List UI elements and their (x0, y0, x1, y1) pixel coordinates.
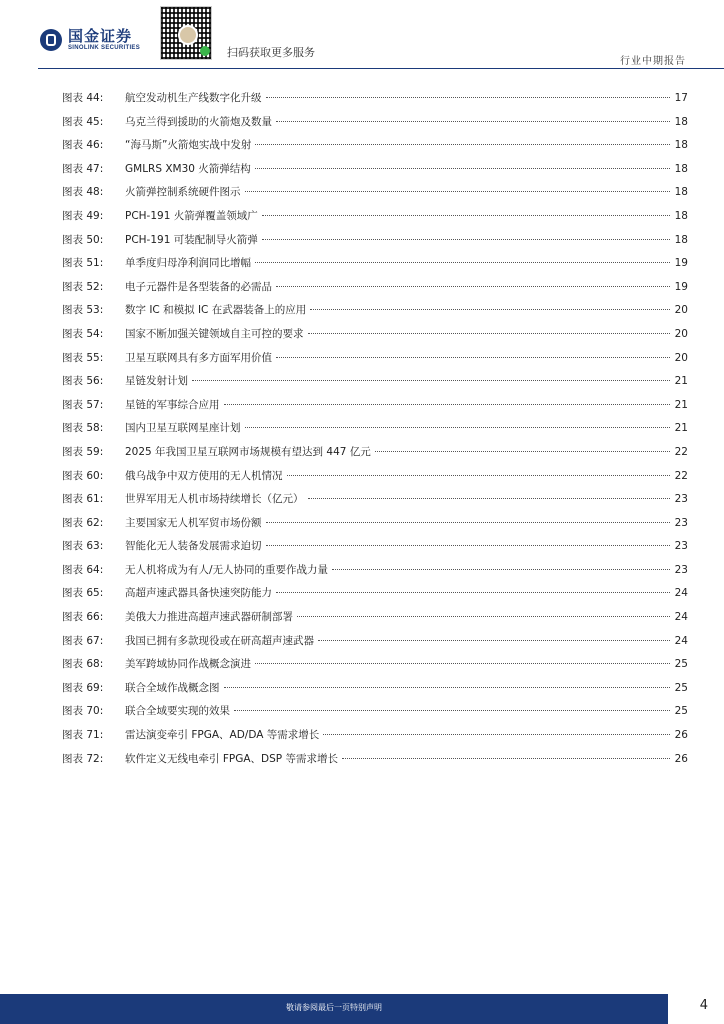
logo-name-cn: 国金证券 (68, 27, 133, 45)
toc-entry-page: 18 (674, 209, 688, 222)
toc-entry-page: 22 (674, 469, 688, 482)
toc-entry-label: 图表 66: (62, 611, 104, 624)
toc-entry[interactable] (62, 609, 688, 633)
toc-entry[interactable] (62, 751, 688, 775)
toc-leader-dots (255, 144, 670, 145)
toc-entry-page: 20 (674, 304, 688, 317)
toc-entry[interactable] (62, 491, 688, 515)
toc-entry[interactable] (62, 633, 688, 657)
toc-leader-dots (192, 380, 670, 381)
toc-entry-page: 26 (674, 752, 688, 765)
logo-name-en: SINOLINK SECURITIES (68, 45, 141, 51)
toc-leader-dots (266, 522, 671, 523)
toc-entry-label: 图表 45: (62, 115, 104, 128)
toc-entry-title: 主要国家无人机军贸市场份额 (125, 516, 262, 529)
toc-entry-page: 20 (674, 327, 688, 340)
toc-leader-dots (266, 545, 671, 546)
toc-entry-label: 图表 46: (62, 139, 104, 152)
toc-entry[interactable] (62, 538, 688, 562)
toc-entry-title: 乌克兰得到援助的火箭炮及数量 (125, 115, 272, 128)
toc-entry-label: 图表 55: (62, 351, 104, 364)
toc-entry-page: 18 (674, 139, 688, 152)
toc-entry-label: 图表 71: (62, 729, 104, 742)
toc-entry-title: GMLRS XM30 火箭弹结构 (125, 162, 251, 175)
toc-leader-dots (276, 121, 670, 122)
toc-entry-page: 24 (674, 634, 688, 647)
toc-entry[interactable] (62, 515, 688, 539)
toc-entry[interactable] (62, 114, 688, 138)
toc-entry-title: “海马斯”火箭炮实战中发射 (125, 139, 252, 152)
toc-leader-dots (308, 333, 671, 334)
toc-entry-title: 卫星互联网具有多方面军用价值 (125, 351, 272, 364)
toc-leader-dots (276, 592, 670, 593)
toc-entry-title: 软件定义无线电牵引 FPGA、DSP 等需求增长 (125, 752, 338, 765)
toc-entry[interactable] (62, 184, 688, 208)
wechat-icon (200, 46, 210, 56)
header-divider (38, 68, 724, 69)
toc-entry-page: 22 (674, 445, 688, 458)
toc-entry-page: 25 (674, 681, 688, 694)
toc-entry-label: 图表 62: (62, 516, 104, 529)
toc-leader-dots (245, 427, 671, 428)
toc-entry-page: 24 (674, 611, 688, 624)
toc-entry-title: 电子元器件是各型装备的必需品 (125, 280, 272, 293)
toc-entry-label: 图表 60: (62, 469, 104, 482)
toc-entry-page: 18 (674, 162, 688, 175)
toc-entry-title: 智能化无人装备发展需求迫切 (125, 540, 262, 553)
toc-entry[interactable] (62, 373, 688, 397)
toc-entry[interactable] (62, 232, 688, 256)
toc-entry[interactable] (62, 255, 688, 279)
toc-entry-label: 图表 72: (62, 752, 104, 765)
toc-entry-page: 23 (674, 540, 688, 553)
toc-entry-page: 26 (674, 729, 688, 742)
toc-entry-label: 图表 59: (62, 445, 104, 458)
toc-leader-dots (318, 640, 670, 641)
toc-leader-dots (342, 758, 670, 759)
toc-entry-page: 23 (674, 516, 688, 529)
toc-entry[interactable] (62, 703, 688, 727)
figure-table-of-contents (62, 90, 688, 774)
toc-entry[interactable] (62, 680, 688, 704)
toc-entry-label: 图表 48: (62, 186, 104, 199)
toc-entry-page: 25 (674, 705, 688, 718)
toc-entry-page: 23 (674, 493, 688, 506)
toc-entry-title: 联合全域作战概念图 (125, 681, 220, 694)
toc-entry[interactable] (62, 585, 688, 609)
toc-entry-title: PCH-191 火箭弹覆盖领域广 (125, 209, 258, 222)
toc-entry-title: 单季度归母净利润同比增幅 (125, 257, 251, 270)
toc-entry[interactable] (62, 350, 688, 374)
toc-entry-title: 高超声速武器具备快速突防能力 (125, 587, 272, 600)
toc-entry[interactable] (62, 326, 688, 350)
toc-entry-title: 火箭弹控制系统硬件图示 (125, 186, 241, 199)
toc-entry-label: 图表 67: (62, 634, 104, 647)
toc-leader-dots (224, 687, 671, 688)
toc-entry-page: 18 (674, 186, 688, 199)
toc-entry-page: 24 (674, 587, 688, 600)
toc-leader-dots (297, 616, 670, 617)
toc-entry[interactable] (62, 562, 688, 586)
logo-icon (40, 29, 62, 51)
toc-entry-page: 17 (674, 92, 688, 104)
toc-entry-title: 国内卫星互联网星座计划 (125, 422, 241, 435)
toc-entry-label: 图表 58: (62, 422, 104, 435)
toc-entry[interactable] (62, 279, 688, 303)
toc-entry-page: 19 (674, 257, 688, 270)
page-header (0, 0, 724, 70)
toc-entry-page: 20 (674, 351, 688, 364)
toc-entry-label: 图表 44: (62, 92, 104, 104)
toc-entry-page: 18 (674, 115, 688, 128)
toc-entry-title: 无人机将成为有人/无人协同的重要作战力量 (125, 563, 329, 576)
footer-disclaimer: 敬请参阅最后一页特别声明 (286, 1003, 382, 1012)
toc-entry[interactable] (62, 161, 688, 185)
toc-entry-label: 图表 61: (62, 493, 104, 506)
toc-entry-title: 2025 年我国卫星互联网市场规模有望达到 447 亿元 (125, 445, 371, 458)
toc-entry-label: 图表 50: (62, 233, 104, 246)
toc-entry[interactable] (62, 444, 688, 468)
toc-entry-page: 19 (674, 280, 688, 293)
toc-entry-title: 航空发动机生产线数字化升级 (125, 92, 262, 104)
company-logo (40, 28, 140, 52)
toc-leader-dots (224, 404, 671, 405)
toc-entry-title: 数字 IC 和模拟 IC 在武器装备上的应用 (125, 304, 307, 317)
toc-entry-title: 星链的军事综合应用 (125, 398, 220, 411)
toc-leader-dots (262, 239, 670, 240)
toc-entry-title: 美俄大力推进高超声速武器研制部署 (125, 611, 293, 624)
toc-entry-title: 雷达演变牵引 FPGA、AD/DA 等需求增长 (125, 729, 320, 742)
toc-entry-label: 图表 47: (62, 162, 104, 175)
toc-leader-dots (276, 286, 670, 287)
toc-entry-title: 俄乌战争中双方使用的无人机情况 (125, 469, 283, 482)
toc-entry[interactable] (62, 656, 688, 680)
toc-entry-label: 图表 54: (62, 327, 104, 340)
toc-entry-label: 图表 49: (62, 209, 104, 222)
toc-entry[interactable] (62, 90, 688, 114)
toc-entry-label: 图表 70: (62, 705, 104, 718)
toc-entry[interactable] (62, 468, 688, 492)
toc-entry[interactable] (62, 397, 688, 421)
toc-entry[interactable] (62, 420, 688, 444)
toc-leader-dots (287, 475, 671, 476)
toc-entry-label: 图表 57: (62, 398, 104, 411)
toc-entry-title: 世界军用无人机市场持续增长（亿元） (125, 493, 304, 506)
toc-entry-page: 18 (674, 233, 688, 246)
toc-entry-label: 图表 64: (62, 563, 104, 576)
toc-entry-label: 图表 69: (62, 681, 104, 694)
toc-entry-page: 21 (674, 398, 688, 411)
toc-leader-dots (323, 734, 670, 735)
toc-entry-page: 21 (674, 422, 688, 435)
toc-entry-label: 图表 51: (62, 257, 104, 270)
toc-entry[interactable] (62, 208, 688, 232)
toc-leader-dots (234, 710, 670, 711)
toc-leader-dots (332, 569, 670, 570)
toc-entry-label: 图表 65: (62, 587, 104, 600)
toc-entry-page: 25 (674, 658, 688, 671)
report-type-label: 行业中期报告 (620, 56, 686, 67)
toc-entry-title: 我国已拥有多款现役或在研高超声速武器 (125, 634, 314, 647)
toc-leader-dots (255, 168, 670, 169)
toc-entry-title: 星链发射计划 (125, 375, 188, 388)
toc-leader-dots (310, 309, 670, 310)
toc-leader-dots (375, 451, 670, 452)
toc-leader-dots (255, 262, 670, 263)
toc-leader-dots (245, 191, 671, 192)
toc-leader-dots (266, 97, 671, 98)
toc-entry-title: 联合全域要实现的效果 (125, 705, 230, 718)
page-number: 4 (699, 998, 708, 1013)
toc-entry-label: 图表 63: (62, 540, 104, 553)
qr-center-logo-icon (178, 25, 198, 45)
toc-leader-dots (308, 498, 671, 499)
toc-entry[interactable] (62, 727, 688, 751)
toc-entry-label: 图表 52: (62, 280, 104, 293)
toc-entry-label: 图表 53: (62, 304, 104, 317)
scan-service-text: 扫码获取更多服务 (227, 46, 315, 59)
toc-leader-dots (262, 215, 670, 216)
toc-leader-dots (276, 357, 670, 358)
toc-entry-page: 21 (674, 375, 688, 388)
toc-leader-dots (255, 663, 670, 664)
toc-entry-title: 美军跨域协同作战概念演进 (125, 658, 251, 671)
toc-entry-page: 23 (674, 563, 688, 576)
toc-entry-title: 国家不断加强关键领域自主可控的要求 (125, 327, 304, 340)
toc-entry-title: PCH-191 可装配制导火箭弹 (125, 233, 258, 246)
toc-entry-label: 图表 56: (62, 375, 104, 388)
toc-entry[interactable] (62, 137, 688, 161)
toc-entry-label: 图表 68: (62, 658, 104, 671)
toc-entry[interactable] (62, 302, 688, 326)
